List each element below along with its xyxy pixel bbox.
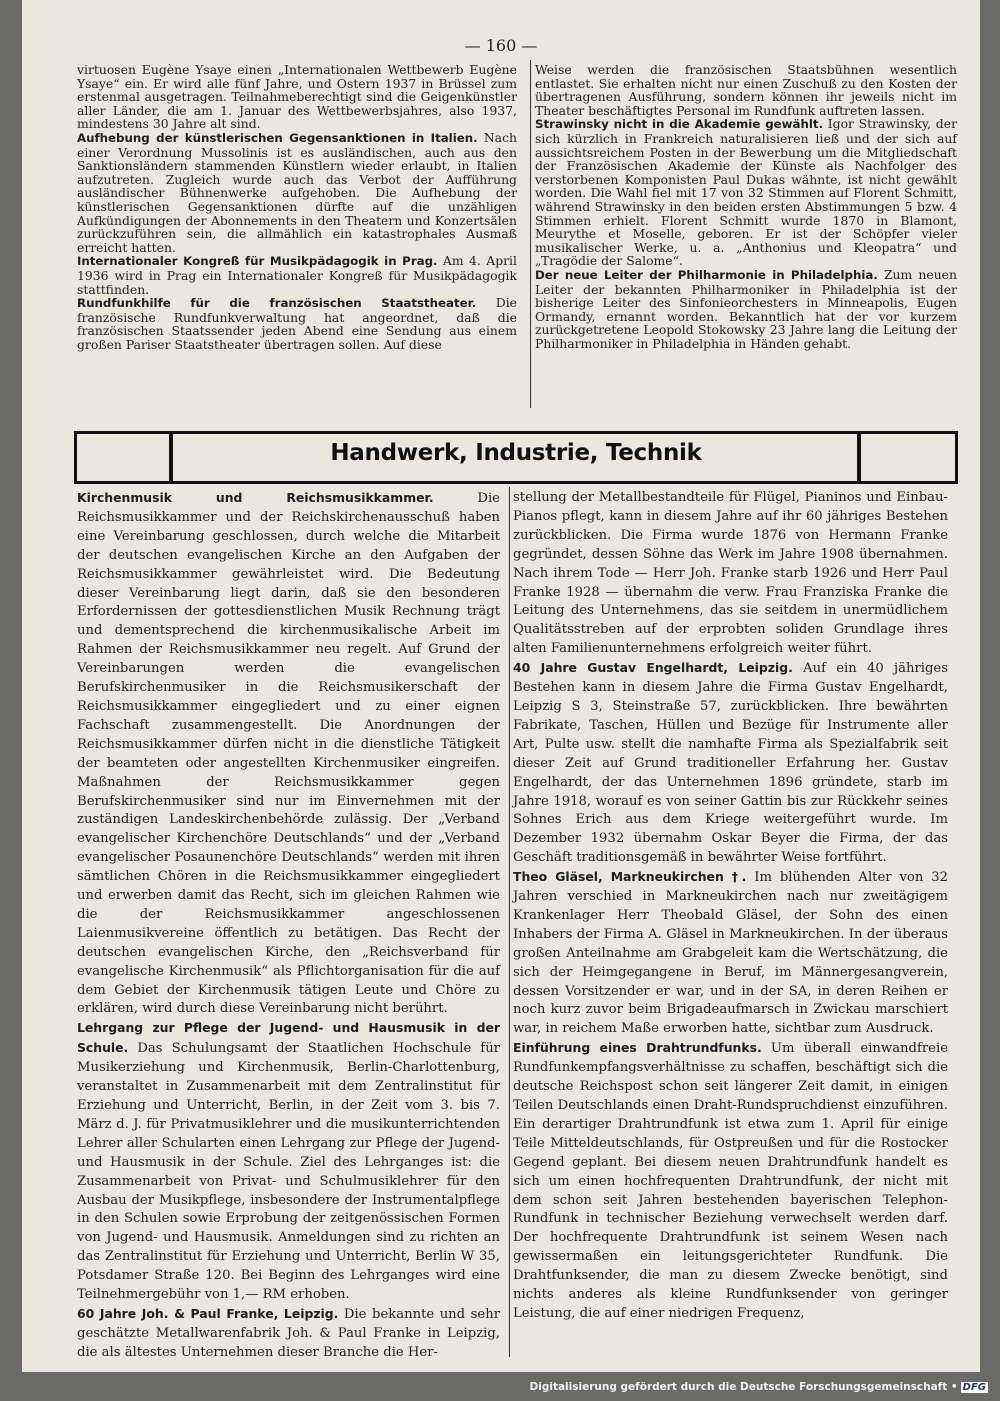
section-banner (74, 431, 958, 484)
section-title: Handwerk, Industrie, Technik (330, 440, 702, 466)
article-text: Auf ein 40 jähriges Bestehen kann in diesem Jahre die Firma Gustav Engelhardt, Leipzig S 3, Steinstraße 57, zurückblicken. Ihre bewährten Fabrikate, Taschen, Hüllen und Bezüge für Instrumente aller Art, Pulte usw. stellt die namhafte Firma als Spezialfabrik seit dieser Zeit auf Grund traditioneller Erfahrung her. Gustav Engelhardt, der das Unternehmen 1896 gründete, starb im Jahre 1918, worauf es von seiner Gattin bis zur Rückkehr seines Sohnes Erich aus dem Kriege weitergeführt wurde. Im Dezember 1932 übernahm Oskar Beyer die Firma, der das Geschäft traditionsgemäß in bewährter Weise fortführt. (513, 661, 948, 866)
article-text: Die französische Rundfunkverwaltung hat angeordnet, daß die französischen Staatssender jeden Abend eine Sendung aus einem großen Pariser Staatstheater übertragen sollen. Auf diese (77, 295, 517, 352)
article-heading: Einführung eines Drahtrundfunks. (513, 1040, 762, 1056)
article-text: Am 4. April 1936 wird in Prag ein Internationaler Kongreß für Musikpädagogik stattfinden. (77, 253, 517, 297)
article-paragraph (535, 117, 957, 268)
article-heading: Aufhebung der künstlerischen Gegensanktionen in Italien. (77, 130, 478, 145)
article-heading: Rundfunkhilfe für die französischen Staatstheater. (77, 296, 477, 311)
article-paragraph (77, 489, 500, 1019)
article-heading: Lehrgang zur Pflege der Jugend- und Hausmusik in der Schule. (77, 1020, 500, 1056)
article-paragraph (77, 254, 517, 296)
article-heading: 60 Jahre Joh. & Paul Franke, Leipzig. (77, 1305, 339, 1321)
article-paragraph (535, 63, 957, 117)
article-text: virtuosen Eugène Ysaye einen „Internationalen Wettbewerb Eugène Ysaye“ ein. Er wird alle fünf Jahre, und Ostern 1937 in Brüssel zum erstenmal ausgetragen. Teilnahmeberechtigt sind die Geigenkünstler aller Länder, die am 1. Januar des Wettbewerbsjahres, also 1937, mindestens 30 Jahre alt sind. (77, 62, 517, 132)
article-text: Im blühenden Alter von 32 Jahren verschied in Markneukirchen nach nur zweitägigem Krankenlager Herr Theobald Gläsel, der Sohn des einen Inhabers der Firma A. Gläsel in Markneukirchen. In der überaus großen Anteilnahme am Grabgeleit kam die Wertschätzung, die sich der Heimgegangene in Beruf, im Männergesangverein, dessen Vorsitzender er war, und in der SA, in deren Reihen er noch kurz zuvor beim Brigadeaufmarsch in Zwickau marschiert war, in reichem Maße erworben hatte, sichtbar zum Ausdruck. (513, 870, 949, 1037)
article-text: Die bekannte und sehr geschätzte Metallwarenfabrik Joh. & Paul Franke in Leipzig, die als ältestes Unternehmen dieser Branche die Her- (77, 1306, 500, 1360)
article-paragraph (513, 1039, 948, 1324)
banner-bar-right (857, 434, 861, 481)
article-text: Um überall einwandfreie Rundfunkempfangsverhältnisse zu schaffen, beschäftigt sich die deutsche Reichspost schon seit längerer Zeit damit, in einigen Teilen Deutschlands einen Draht-Rundspruchdienst einzuführen. Ein derartiger Drahtrundfunk ist etwa zum 1. April für einige Teile Mitteldeutschlands, für Ostpreußen und für die Rostocker Gegend geplant. Bei diesem neuen Drahtrundfunk handelt es sich um einen hochfrequenten Drahtrundfunk, der nicht mit dem schon seit Jahren bestehenden bayerischen Telephon-Rundfunk in technischer Beziehung verwechselt werden darf. Der hochfrequente Drahtrundfunk ist seinem Wesen nach gewissermaßen ein leitungsgerichteter Rundfunk. Die Drahtfunksender, die man zu diesem Zwecke benötigt, sind nichts anderes als kleine Rundfunksender von geringer Leistung, die auf einer niedrigen Frequenz, (513, 1041, 948, 1321)
journal-page (22, 0, 980, 1372)
footer-credit (530, 1381, 988, 1393)
article-paragraph (535, 268, 957, 351)
dfg-logo: DFG (962, 1382, 986, 1393)
article-paragraph (77, 296, 517, 351)
article-heading: Internationaler Kongreß für Musikpädagogik in Prag. (77, 254, 438, 269)
lower-left-column (77, 489, 500, 1363)
article-paragraph (513, 868, 948, 1039)
article-paragraph (77, 131, 517, 254)
footer-text: Digitalisierung gefördert durch die Deutsche Forschungsgemeinschaft • (529, 1381, 958, 1393)
lower-right-column (513, 489, 948, 1324)
article-heading: Theo Gläsel, Markneukirchen †. (513, 869, 747, 885)
article-text: Igor Strawinsky, der sich kürzlich in Frankreich naturalisieren ließ und der sich auf aussichtsreichem Posten in der Bewerbung um die Mitgliedschaft der Französischen Akademie der Künste als Nachfolger des verstorbenen Komponisten Paul Dukas wähnte, ist nicht gewählt worden. Die Wahl fiel mit 17 von 32 Stimmen auf Florent Schmitt, während Strawinsky in den beiden ersten Abstimmungen 5 bzw. 4 Stimmen erhielt. Florent Schmitt wurde 1870 in Blamont, Meurythe et Moselle, geboren. Er ist der Schöpfer vieler musikalischer Werke, u. a. „Anthonius und Kleopatra“ und „Tragödie der Salome“. (535, 116, 957, 269)
article-paragraph (513, 659, 948, 868)
column-divider-lower (509, 487, 510, 1357)
article-text: Die Reichsmusikkammer und der Reichskirchenausschuß haben eine Vereinbarung geschlossen, durch welche die Mitarbeit der deutschen evangelischen Kirche an den Aufgaben der Reichsmusikkammer gewährleistet wird. Die Bedeutung dieser Vereinbarung liegt darin, daß sie den besonderen Erfordernissen der gottesdienstlichen Musik Rechnung trägt und dementsprechend die kirchenmusikalische Arbeit im Rahmen der Reichsmusikkammer neu regelt. Auf Grund der Vereinbarungen werden die evangelischen Berufskirchenmusiker in die Reichsmusikerschaft der Reichsmusikkammer eingegliedert und zu einer eignen Fachschaft zusammengestellt. Die Anordnungen der Reichsmusikkammer dürfen nicht in die dienstliche Tätigkeit der beamteten oder angestellten Kirchenmusiker eingreifen. Maßnahmen der Reichsmusikkammer gegen Berufskirchenmusiker sind nur im Einvernehmen mit der zuständigen Landeskirchenbehörde zulässig. Der „Verband evangelischer Kirchenchöre Deutschlands“ und der „Verband evangelischer Posaunenchöre Deutschlands“ werden mit ihren sämtlichen Chören in die Reichsmusikkammer eingegliedert und erwerben damit das Recht, sich im gleichen Rahmen wie die der Reichsmusikkammer angeschlossenen Laienmusikvereine öffentlich zu betätigen. Das Recht der deutschen evangelischen Kirche, den „Reichsverband für evangelische Kirchenmusik“ als Pflichtorganisation für die auf dem Gebiet der Kirchenmusik tätigen Leute und Chöre zu erklären, wird durch diese Vereinbarung nicht berührt. (77, 491, 500, 1017)
article-text: Zum neuen Leiter der bekannten Philharmoniker in Philadelphia ist der bisherige Leiter des Sinfonieorchesters in Minneapolis, Eugen Ormandy, ernannt worden. Bekanntlich hat der vor kurzem zurückgetretene Leopold Stokowsky 23 Jahre lang die Leitung der Philharmoniker in Philadelphia in Händen gehabt. (535, 266, 957, 351)
upper-right-column (535, 63, 957, 350)
article-text: Das Schulungsamt der Staatlichen Hochschule für Musikerziehung und Kirchenmusik, Berlin-Charlottenburg, veranstaltet in Zusammenarbeit mit dem Zentralinstitut für Erziehung und Unterricht, Berlin, in der Zeit vom 3. bis 7. März d. J. für Privatmusiklehrer und die musikunterrichtenden Lehrer aller Schularten einen Lehrgang zur Pflege der Jugend- und Hausmusik in der Schule. Ziel des Lehrganges ist: die Zusammenarbeit von Privat- und Schulmusiklehrer für den Ausbau der Musikpflege, insbesondere der Instrumentalpflege in den Schulen sowie Erprobung der zeitgenössischen Formen von Jugend- und Hausmusik. Anmeldungen sind zu richten an das Zentralinstitut für Erziehung und Unterricht, Berlin W 35, Potsdamer Straße 120. Bei Beginn des Lehrganges wird eine Teilnehmergebühr von 1,— RM erhoben. (77, 1041, 500, 1303)
page-number: — 160 — (464, 36, 538, 55)
column-divider-upper (530, 60, 531, 408)
article-paragraph (77, 1305, 500, 1363)
article-text: stellung der Metallbestandteile für Flügel, Pianinos und Einbau-Pianos pflegt, kann in diesem Jahre auf ihr 60 jähriges Bestehen zurückblicken. Die Firma wurde 1876 von Hermann Franke gegründet, dessen Söhne das Werk im Jahre 1908 übernahmen. Nach ihrem Tode — Herr Joh. Franke starb 1926 und Herr Paul Franke 1928 — übernahm die verw. Frau Franziska Franke die Leitung des Unternehmens, das sie seitdem in unermüdlichem Qualitätsstreben auf der erprobten soliden Grundlage ihres alten Familienunternehmens erfolgreich weiter führt. (513, 490, 948, 657)
article-heading: Strawinsky nicht in die Akademie gewählt. (535, 117, 824, 132)
article-heading: Kirchenmusik und Reichsmusikkammer. (77, 490, 434, 505)
upper-left-column (77, 63, 517, 351)
article-text: Weise werden die französischen Staatsbühnen wesentlich entlastet. Sie erhalten nicht nur einen Zuschuß zu den Kosten der übertragenen Ausführung, sondern können ihr jeweils nicht im Theater beschäftigtes Personal im Rundfunk auftreten lassen. (535, 62, 957, 118)
article-paragraph (513, 489, 948, 659)
article-text: Nach einer Verordnung Mussolinis ist es ausländischen, auch aus den Sanktionsländern stammenden Künstlern wieder erlaubt, in Italien aufzutreten. Zugleich wurde auch das Verbot der Aufführung ausländischer Bühnenwerke aufgehoben. Die Aufhebung der künstlerischen Gegensanktionen dürfte auf die unzähligen Aufkündigungen der Abonnements in den Theatern und Konzertsälen zurückzuführen sein, die allmählich ein katastrophales Ausmaß erreicht hatten. (77, 129, 517, 255)
article-paragraph (77, 1019, 500, 1305)
article-heading: 40 Jahre Gustav Engelhardt, Leipzig. (513, 660, 793, 676)
article-paragraph (77, 63, 517, 131)
article-heading: Der neue Leiter der Philharmonie in Philadelphia. (535, 267, 878, 282)
